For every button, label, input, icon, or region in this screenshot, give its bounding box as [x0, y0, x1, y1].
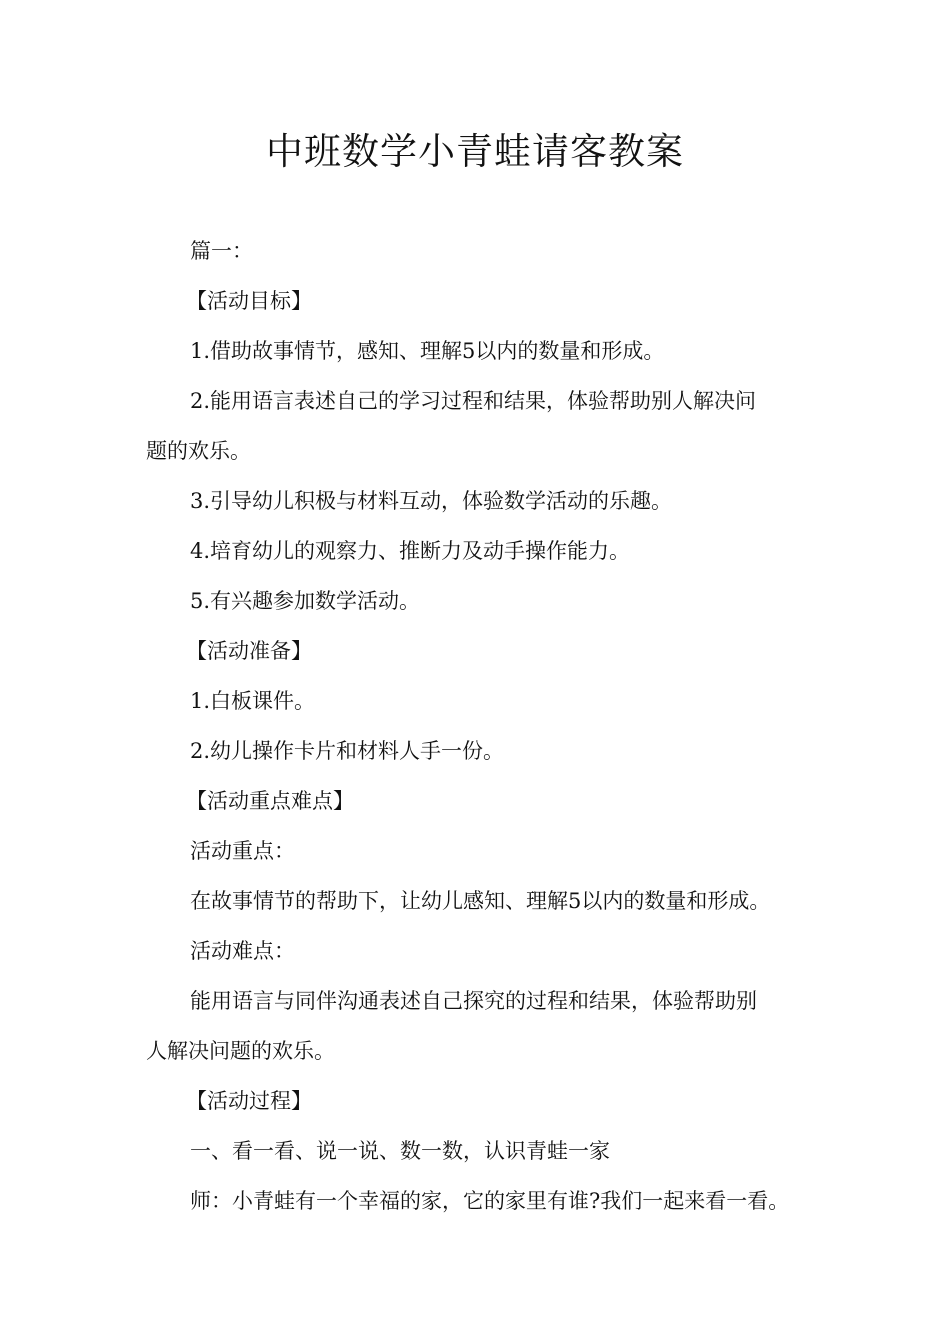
goal-item: 3.引导幼儿积极与材料互动，体验数学活动的乐趣。 [190, 489, 673, 513]
goal-item: 5.有兴趣参加数学活动。 [190, 589, 421, 613]
preparation-item: 2.幼儿操作卡片和材料人手一份。 [190, 739, 505, 763]
section-label: 篇一： [190, 239, 253, 263]
key-point-label: 活动重点： [190, 839, 295, 863]
goal-item: 1.借助故事情节，感知、理解5以内的数量和形成。 [190, 339, 665, 363]
goal-item: 2.能用语言表述自己的学习过程和结果，体验帮助别人解决问 [190, 389, 757, 413]
heading-activity-process: 【活动过程】 [186, 1089, 312, 1113]
preparation-item: 1.白板课件。 [190, 689, 316, 713]
heading-key-difficult-points: 【活动重点难点】 [186, 789, 354, 813]
heading-activity-preparation: 【活动准备】 [186, 639, 312, 663]
difficult-point-text-continuation: 人解决问题的欢乐。 [146, 1039, 335, 1063]
difficult-point-text: 能用语言与同伴沟通表述自己探究的过程和结果，体验帮助别 [190, 989, 757, 1013]
key-point-text: 在故事情节的帮助下，让幼儿感知、理解5以内的数量和形成。 [190, 889, 771, 913]
process-step-text: 师：小青蛙有一个幸福的家，它的家里有谁?我们一起来看一看。 [190, 1189, 790, 1213]
document-title: 中班数学小青蛙请客教案 [266, 130, 684, 173]
difficult-point-label: 活动难点： [190, 939, 295, 963]
heading-activity-goals: 【活动目标】 [186, 289, 312, 313]
goal-item-continuation: 题的欢乐。 [146, 439, 251, 463]
goal-item: 4.培育幼儿的观察力、推断力及动手操作能力。 [190, 539, 631, 563]
process-step-title: 一、看一看、说一说、数一数，认识青蛙一家 [190, 1139, 610, 1163]
